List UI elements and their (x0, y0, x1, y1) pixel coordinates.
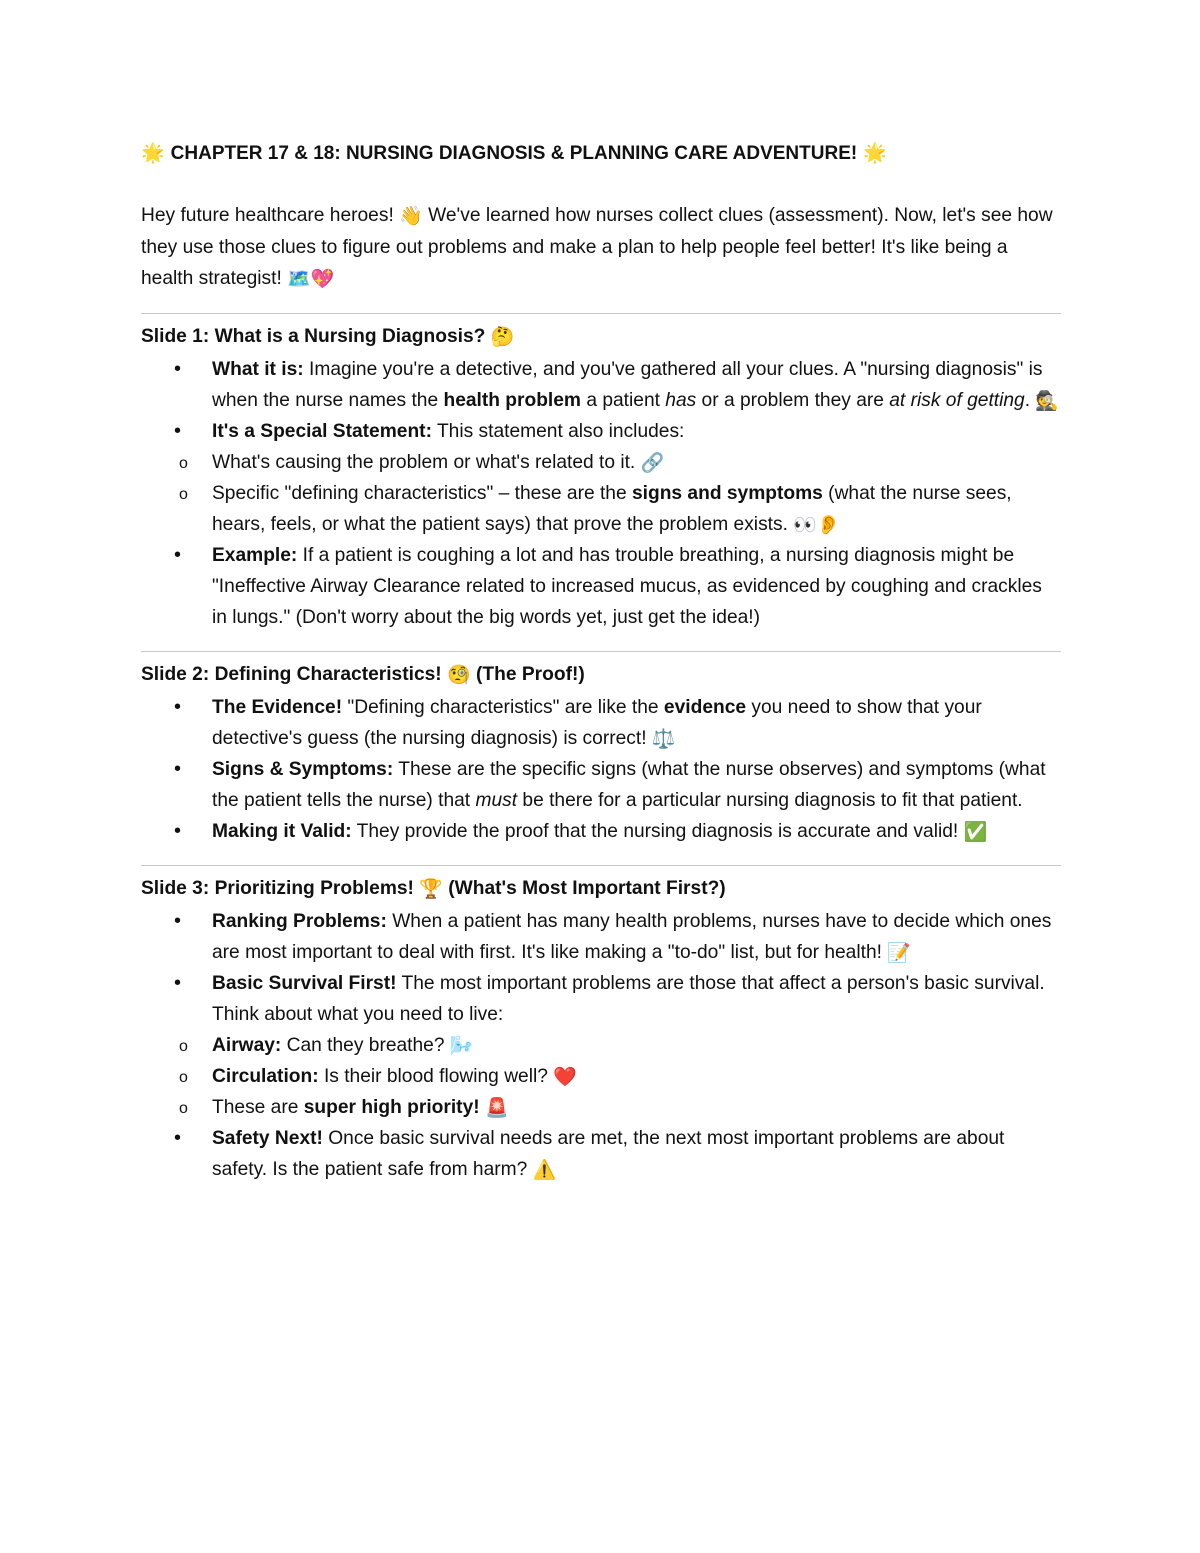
text: Once basic survival needs are met, the next most important problems are about safety. Is the patient safe from harm? (212, 1127, 1005, 1180)
list-item (141, 1123, 1061, 1185)
bold-label: Example: (212, 544, 298, 566)
intro-text-1: Hey future healthcare heroes! (141, 205, 400, 226)
bold-label: Safety Next! (212, 1127, 323, 1149)
text: When a patient has many health problems, nurses have to decide which ones are most important to deal with first. It's like making a "to-do" list, but for health! (212, 910, 1052, 963)
text: a patient (581, 389, 666, 411)
text: . (1024, 389, 1036, 411)
section-divider (141, 865, 1061, 866)
slide-2-list (141, 692, 1061, 847)
italic-text: has (665, 389, 697, 411)
slide-1-heading-text: Slide 1: What is a Nursing Diagnosis? (141, 325, 491, 347)
star-icon: 🌟 (863, 143, 887, 164)
detective-icon: 🕵️ (1035, 390, 1060, 412)
sub-list (141, 447, 1061, 540)
text: "Defining characteristics" are like the (342, 696, 664, 718)
text: or a problem they are (696, 389, 890, 411)
text: Is their blood flowing well? (318, 1065, 554, 1087)
sub-list (141, 1030, 1061, 1123)
section-divider (141, 651, 1061, 652)
text: (what the nurse sees, hears, feels, or what the patient says) that prove the problem exists. (212, 482, 1012, 535)
memo-icon: 📝 (887, 942, 911, 964)
siren-icon: 🚨 (484, 1097, 509, 1119)
section-divider (141, 313, 1061, 314)
bold-label: The Evidence! (212, 696, 343, 718)
scales-icon: ⚖️ (651, 728, 676, 750)
bold-text: super high priority! (303, 1096, 480, 1118)
slide-3-list (141, 906, 1061, 1185)
sub-list-item (141, 1061, 1061, 1092)
slide-3-heading-text: Slide 3: Prioritizing Problems! (141, 877, 420, 899)
slide-1-list (141, 354, 1061, 633)
list-item (141, 692, 1061, 754)
text: Specific "defining characteristics" – these are the (212, 482, 632, 504)
bold-label: It's a Special Statement: (212, 420, 432, 442)
monocle-face-icon: 🧐 (447, 664, 471, 686)
list-item (141, 906, 1061, 968)
text: This statement also includes: (431, 420, 685, 442)
waving-hand-icon: 👋 (399, 206, 423, 227)
map-heart-icon: 🗺️💖 (287, 269, 335, 290)
list-item (141, 968, 1061, 1123)
list-item (141, 354, 1061, 416)
bold-text: evidence (663, 696, 747, 718)
link-icon: 🔗 (640, 452, 665, 474)
sub-list-item (141, 1030, 1061, 1061)
chapter-title-text: CHAPTER 17 & 18: NURSING DIAGNOSIS & PLANNING CARE ADVENTURE! (170, 143, 858, 164)
slide-1-heading (141, 320, 1061, 354)
list-item (141, 540, 1061, 633)
eyes-ear-icon: 👀👂 (793, 514, 841, 536)
sub-list-item (141, 478, 1061, 540)
bold-label: Airway: (212, 1034, 282, 1056)
text: Can they breathe? (281, 1034, 450, 1056)
intro-text-2: We've learned how nurses collect clues (assessment). Now, let's see how they use those clues to figure out problems and make a plan to help people feel better! It's like being a health strategist! (141, 205, 1053, 289)
document-page (141, 136, 1061, 1185)
text: Imagine you're a detective, and you've gathered all your clues. A "nursing diagnosis" is when the nurse names the (212, 358, 1043, 411)
sub-list-item (141, 1092, 1061, 1123)
bold-label: Circulation: (212, 1065, 319, 1087)
text: These are the specific signs (what the nurse observes) and symptoms (what the patient tells the nurse) that (212, 758, 1046, 811)
list-item (141, 754, 1061, 816)
chapter-title (141, 136, 1061, 172)
list-item (141, 416, 1061, 540)
slide-2-heading (141, 658, 1061, 692)
warning-icon: ⚠️ (532, 1159, 557, 1181)
slide-2-heading-text: Slide 2: Defining Characteristics! (141, 663, 448, 685)
list-item (141, 816, 1061, 847)
bold-text: signs and symptoms (631, 482, 823, 504)
bold-label: Basic Survival First! (212, 972, 397, 994)
thinking-face-icon: 🤔 (490, 326, 515, 348)
slide-3-heading-tail: (What's Most Important First?) (442, 877, 726, 899)
italic-text: at risk of getting (889, 389, 1025, 411)
heart-icon: ❤️ (553, 1066, 577, 1088)
check-mark-icon: ✅ (963, 821, 988, 843)
intro-paragraph (141, 200, 1061, 295)
bold-label: What it is: (212, 358, 304, 380)
text: If a patient is coughing a lot and has trouble breathing, a nursing diagnosis might be "Ineffective Airway Clearance related to increased mucus, as evidenced by coughing and crackles in lungs." (Don't worry about the big words yet, just get the idea!) (212, 544, 1042, 628)
sub-list-item (141, 447, 1061, 478)
italic-text: must (475, 789, 518, 811)
star-icon: 🌟 (141, 143, 165, 164)
text: The most important problems are those that affect a person's basic survival. Think about what you need to live: (212, 972, 1045, 1025)
bold-label: Ranking Problems: (212, 910, 387, 932)
bold-text: health problem (443, 389, 581, 411)
wind-icon: 🌬️ (449, 1035, 474, 1057)
text: What's causing the problem or what's related to it. (212, 451, 641, 473)
bold-label: Signs & Symptoms: (212, 758, 394, 780)
text: you need to show that your detective's guess (the nursing diagnosis) is correct! (212, 696, 982, 749)
text: They provide the proof that the nursing diagnosis is accurate and valid! (351, 820, 964, 842)
text: be there for a particular nursing diagnosis to fit that patient. (517, 789, 1023, 811)
bold-label: Making it Valid: (212, 820, 352, 842)
slide-3-heading (141, 872, 1061, 906)
slide-2-heading-tail: (The Proof!) (470, 663, 585, 685)
text: These are (212, 1096, 304, 1118)
trophy-icon: 🏆 (419, 878, 443, 900)
